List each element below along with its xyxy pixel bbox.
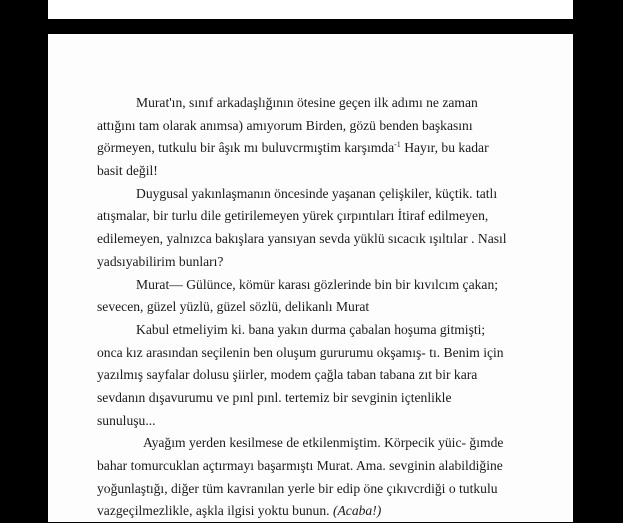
text-line: Murat— Gülünce, kömür karası gözlerinde bin bir kıvılcım çakan; xyxy=(136,276,499,292)
text-line: sunuluşu... xyxy=(97,412,156,428)
text-line: Ayağım yerden kesilmese de etkilenmiştim. Körpecik yüic- ğımde xyxy=(143,435,504,451)
text-line: atışmalar, bir turlu dile getirilemeyen yürek çırpıntıları İtiraf edilmeyen, xyxy=(97,208,489,224)
previous-page-edge xyxy=(48,0,573,19)
italic-aside: (Acaba!) xyxy=(332,503,382,519)
text-line-part: vazgeçilmezlikle, aşkla ilgisi yoktu bunun. xyxy=(97,503,333,519)
text-line-part: görmeyen, tutkulu bir âşık mı buluvcrmıştim karşımda xyxy=(97,140,395,156)
text-line: attığını tam olarak anımsa) amıyorum Birden, gözü benden başkasını xyxy=(97,117,473,133)
text-line xyxy=(97,500,547,523)
footnote-mark: -1 xyxy=(394,140,401,150)
text-line: edilemeyen, yalnızca bakışlara yansıyan sevda yüklü sıcacık ışıltılar . Nasıl xyxy=(97,231,507,247)
text-line: bahar tomurcuklan açtırmayı başarmıştı Murat. Ama. sevginin alabildiğine xyxy=(97,458,503,473)
page-body-text xyxy=(97,92,547,523)
text-line: onca kız arasından seçilenin ben oluşum gururumu okşamış- tı. Benim için xyxy=(97,344,504,360)
text-line: Duygusal yakınlaşmanın öncesinde yaşanan çelişkiler, küçtik. tatlı xyxy=(136,185,498,201)
text-line-part: Hayır, bu kadar xyxy=(400,140,489,156)
book-page xyxy=(48,34,573,522)
text-line: yoğunlaştığı, diğer tüm kavranılan yerle bir edip öne çıkıvcrdiği o tutkulu xyxy=(97,480,498,496)
text-line xyxy=(97,137,547,160)
text-line: basit değil! xyxy=(97,163,158,179)
text-line: Murat'ın, sınıf arkadaşlığının ötesine geçen ilk adımı ne zaman xyxy=(136,95,478,110)
text-line: sevecen, güzel yüzlü, güzel sözlü, delikanlı Murat xyxy=(97,299,370,315)
text-line: Kabul etmeliyim ki. bana yakın durma çabalan hoşuma gitmişti; xyxy=(136,321,486,337)
text-line: sevdanın dışavurumu ve pınl pınl. tertemiz bir sevginin içtenlikle xyxy=(97,389,452,405)
text-line: yadsıyabilirim bunları? xyxy=(97,253,224,269)
text-line: yazılmış sayfalar dolusu şiirler, modem çağla taban tabana zıt bir kara xyxy=(97,367,478,383)
